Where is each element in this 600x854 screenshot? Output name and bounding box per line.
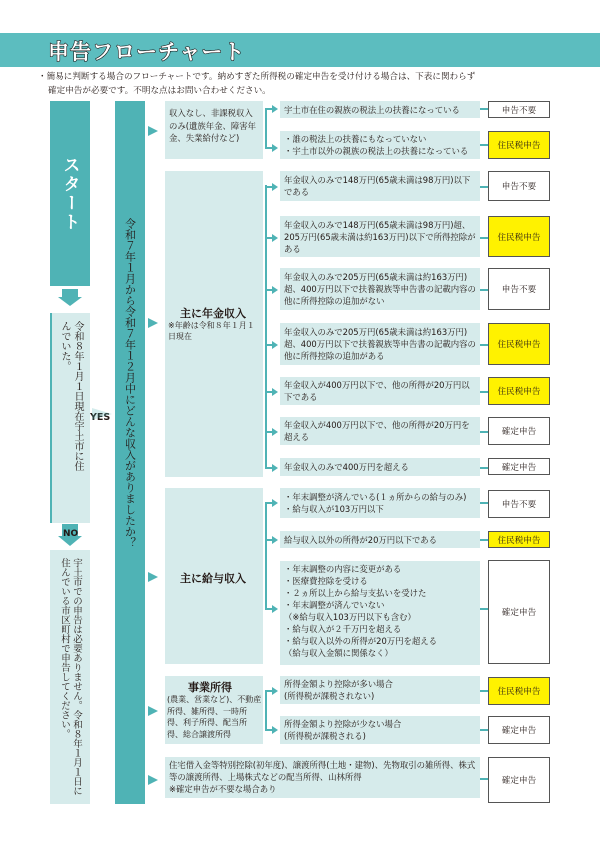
result-pension-7: 確定申告 — [488, 458, 550, 475]
condition-pension-3: 年金収入のみで205万円(65歳未満は約163万円)超、400万円以下で扶養親族等申告書の記載内容の他に所得控除の追加がない — [280, 268, 480, 310]
income-question-box — [115, 101, 145, 804]
result-salary-2: 住民税申告 — [488, 531, 550, 548]
result-pension-5: 住民税申告 — [488, 377, 550, 405]
condition-pension-2: 年金収入のみで148万円(65歳未満は98万円)超、205万円(65歳未満は約163万円)以下で所得控除がある — [280, 216, 480, 257]
residence-question-box — [50, 313, 90, 523]
category-other: 住宅借入金等特別控除(初年度)、譲渡所得(土地・建物)、先物取引の雑所得、株式等の譲渡所得、上場株式などの配当所得、山林所得 ※確定申告が不要な場合あり — [165, 757, 480, 798]
category-no-income: 収入なし、非課税収入のみ(遺族年金、障害年金、失業給付など) — [165, 101, 263, 159]
result-business-2: 確定申告 — [488, 716, 550, 744]
condition-pension-6: 年金収入が400万円以下で、他の所得が20万円を超える — [280, 417, 480, 445]
arrow-pension-2 — [272, 234, 278, 242]
branch-arrow-business — [148, 706, 158, 716]
arrow-salary-1 — [272, 499, 278, 507]
arrow-business-2 — [272, 726, 278, 734]
result-no-income-2: 住民税申告 — [488, 131, 550, 159]
link-pension-3 — [480, 289, 488, 291]
link-salary-2 — [480, 539, 488, 541]
arrow-salary-3 — [272, 605, 278, 613]
connector-no-income — [265, 108, 267, 149]
no-result: 宇土市での申告は必要ありません。令和８年１月１日に住んでいる市区町村で申告してください。 — [59, 558, 82, 796]
link-salary-3 — [480, 608, 488, 610]
category-business: 事業所得 — [188, 681, 232, 694]
link-pension-2 — [480, 237, 488, 239]
branch-arrow-salary — [148, 572, 158, 582]
branch-arrow-no-income — [148, 126, 158, 136]
yes-label: YES — [90, 412, 111, 423]
condition-salary-2: 給与収入以外の所得が20万円以下である — [280, 531, 480, 548]
page-title: 申告フローチャート — [48, 40, 246, 64]
notes — [38, 70, 578, 98]
category-pension-note: ※年齢は令和８年１月１日現在 — [168, 321, 255, 341]
arrow-no-income-2 — [272, 144, 278, 152]
arrow-salary-2 — [272, 536, 278, 544]
result-other: 確定申告 — [488, 757, 550, 803]
note-line-2: 確定申告が必要です。不明な点はお問い合わせください。 — [48, 86, 271, 96]
arrow-pension-7 — [272, 464, 278, 472]
start-label: スタート — [59, 155, 80, 232]
category-business-note: (農業、営業など)、不動産所得、雑所得、一時所得、利子所得、配当所得、総合譲渡所得 — [167, 695, 262, 739]
link-pension-4 — [480, 344, 488, 346]
condition-no-income-1: 宇土市在住の親族の税法上の扶養になっている — [280, 101, 480, 118]
connector-business — [265, 690, 267, 730]
arrow-no-income-1 — [272, 105, 278, 113]
arrow-pension-1 — [272, 183, 278, 191]
category-pension: 主に年金収入 — [180, 307, 246, 320]
result-salary-3: 確定申告 — [488, 560, 550, 664]
no-label: NO — [63, 529, 79, 539]
arrow-pension-4 — [272, 341, 278, 349]
condition-pension-4: 年金収入のみで205万円(65歳未満は約163万円)超、400万円以下で扶養親族等申告書の記載内容の他に所得控除の追加がある — [280, 323, 480, 365]
arrow-pension-5 — [272, 388, 278, 396]
link-pension-6 — [480, 431, 488, 433]
link-no-income-2 — [480, 144, 488, 146]
connector-salary — [265, 502, 267, 610]
link-business-2 — [480, 729, 488, 731]
no-result-box — [50, 550, 90, 804]
result-pension-2: 住民税申告 — [488, 216, 550, 257]
link-pension-7 — [480, 467, 488, 469]
condition-pension-1: 年金収入のみで148万円(65歳未満は98万円)以下である — [280, 171, 480, 201]
category-salary: 主に給与収入 — [180, 572, 246, 585]
connector-pension — [265, 185, 267, 468]
yes-arrow — [92, 408, 112, 420]
branch-arrow-other — [148, 775, 158, 785]
result-no-income-1: 申告不要 — [488, 101, 550, 118]
link-business-1 — [480, 690, 488, 692]
arrow-business-1 — [272, 687, 278, 695]
branch-arrow-pension — [148, 318, 158, 328]
condition-business-1: 所得金額より控除が多い場合 (所得税が課税されない) — [280, 676, 480, 704]
condition-no-income-2: ・誰の税法上の扶養にもなっていない ・宇土市以外の親族の税法上の扶養になっている — [280, 131, 480, 159]
result-pension-4: 住民税申告 — [488, 323, 550, 365]
link-no-income-1 — [480, 108, 488, 110]
condition-pension-5: 年金収入が400万円以下で、他の所得が20万円以下である — [280, 377, 480, 405]
result-pension-1: 申告不要 — [488, 171, 550, 201]
arrow-pension-6 — [272, 428, 278, 436]
note-line-1: ・簡易に判断する場合のフローチャートです。納めすぎた所得税の確定申告を受け付ける場合は、下表に関わらず — [38, 72, 476, 82]
link-other — [480, 778, 488, 780]
condition-salary-1: ・年末調整が済んでいる(１ヵ所からの給与のみ) ・給与収入が103万円以下 — [280, 488, 480, 518]
link-pension-1 — [480, 186, 488, 188]
result-business-1: 住民税申告 — [488, 677, 550, 705]
link-pension-5 — [480, 391, 488, 393]
link-salary-1 — [480, 502, 488, 504]
residence-question: 令和８年１月１日現在宇土市に住んでいた。 — [59, 321, 83, 471]
arrow-pension-3 — [272, 286, 278, 294]
down-arrow-1 — [62, 289, 78, 297]
start-box — [50, 101, 90, 286]
result-salary-1: 申告不要 — [488, 490, 550, 518]
condition-pension-7: 年金収入のみで400万円を超える — [280, 458, 480, 476]
down-arrow-1-head — [58, 297, 82, 306]
condition-business-2: 所得金額より控除が少ない場合 (所得税が課税される) — [280, 716, 480, 744]
condition-salary-3: ・年末調整の内容に変更がある ・医療費控除を受ける ・２ヵ所以上から給与支払いを受けた ・年末調整が済んでいない （※給与収入103万円以下も含む） ・給与収入が２千万円を超える ・給与収入以外の所得が20万円を超える （給与収入金額に関係なく） — [280, 561, 480, 665]
result-pension-6: 確定申告 — [488, 417, 550, 445]
result-pension-3: 申告不要 — [488, 268, 550, 310]
income-question: 令和７年１月から令和７年１２月中にどんな収入がありましたか？ — [123, 217, 137, 548]
